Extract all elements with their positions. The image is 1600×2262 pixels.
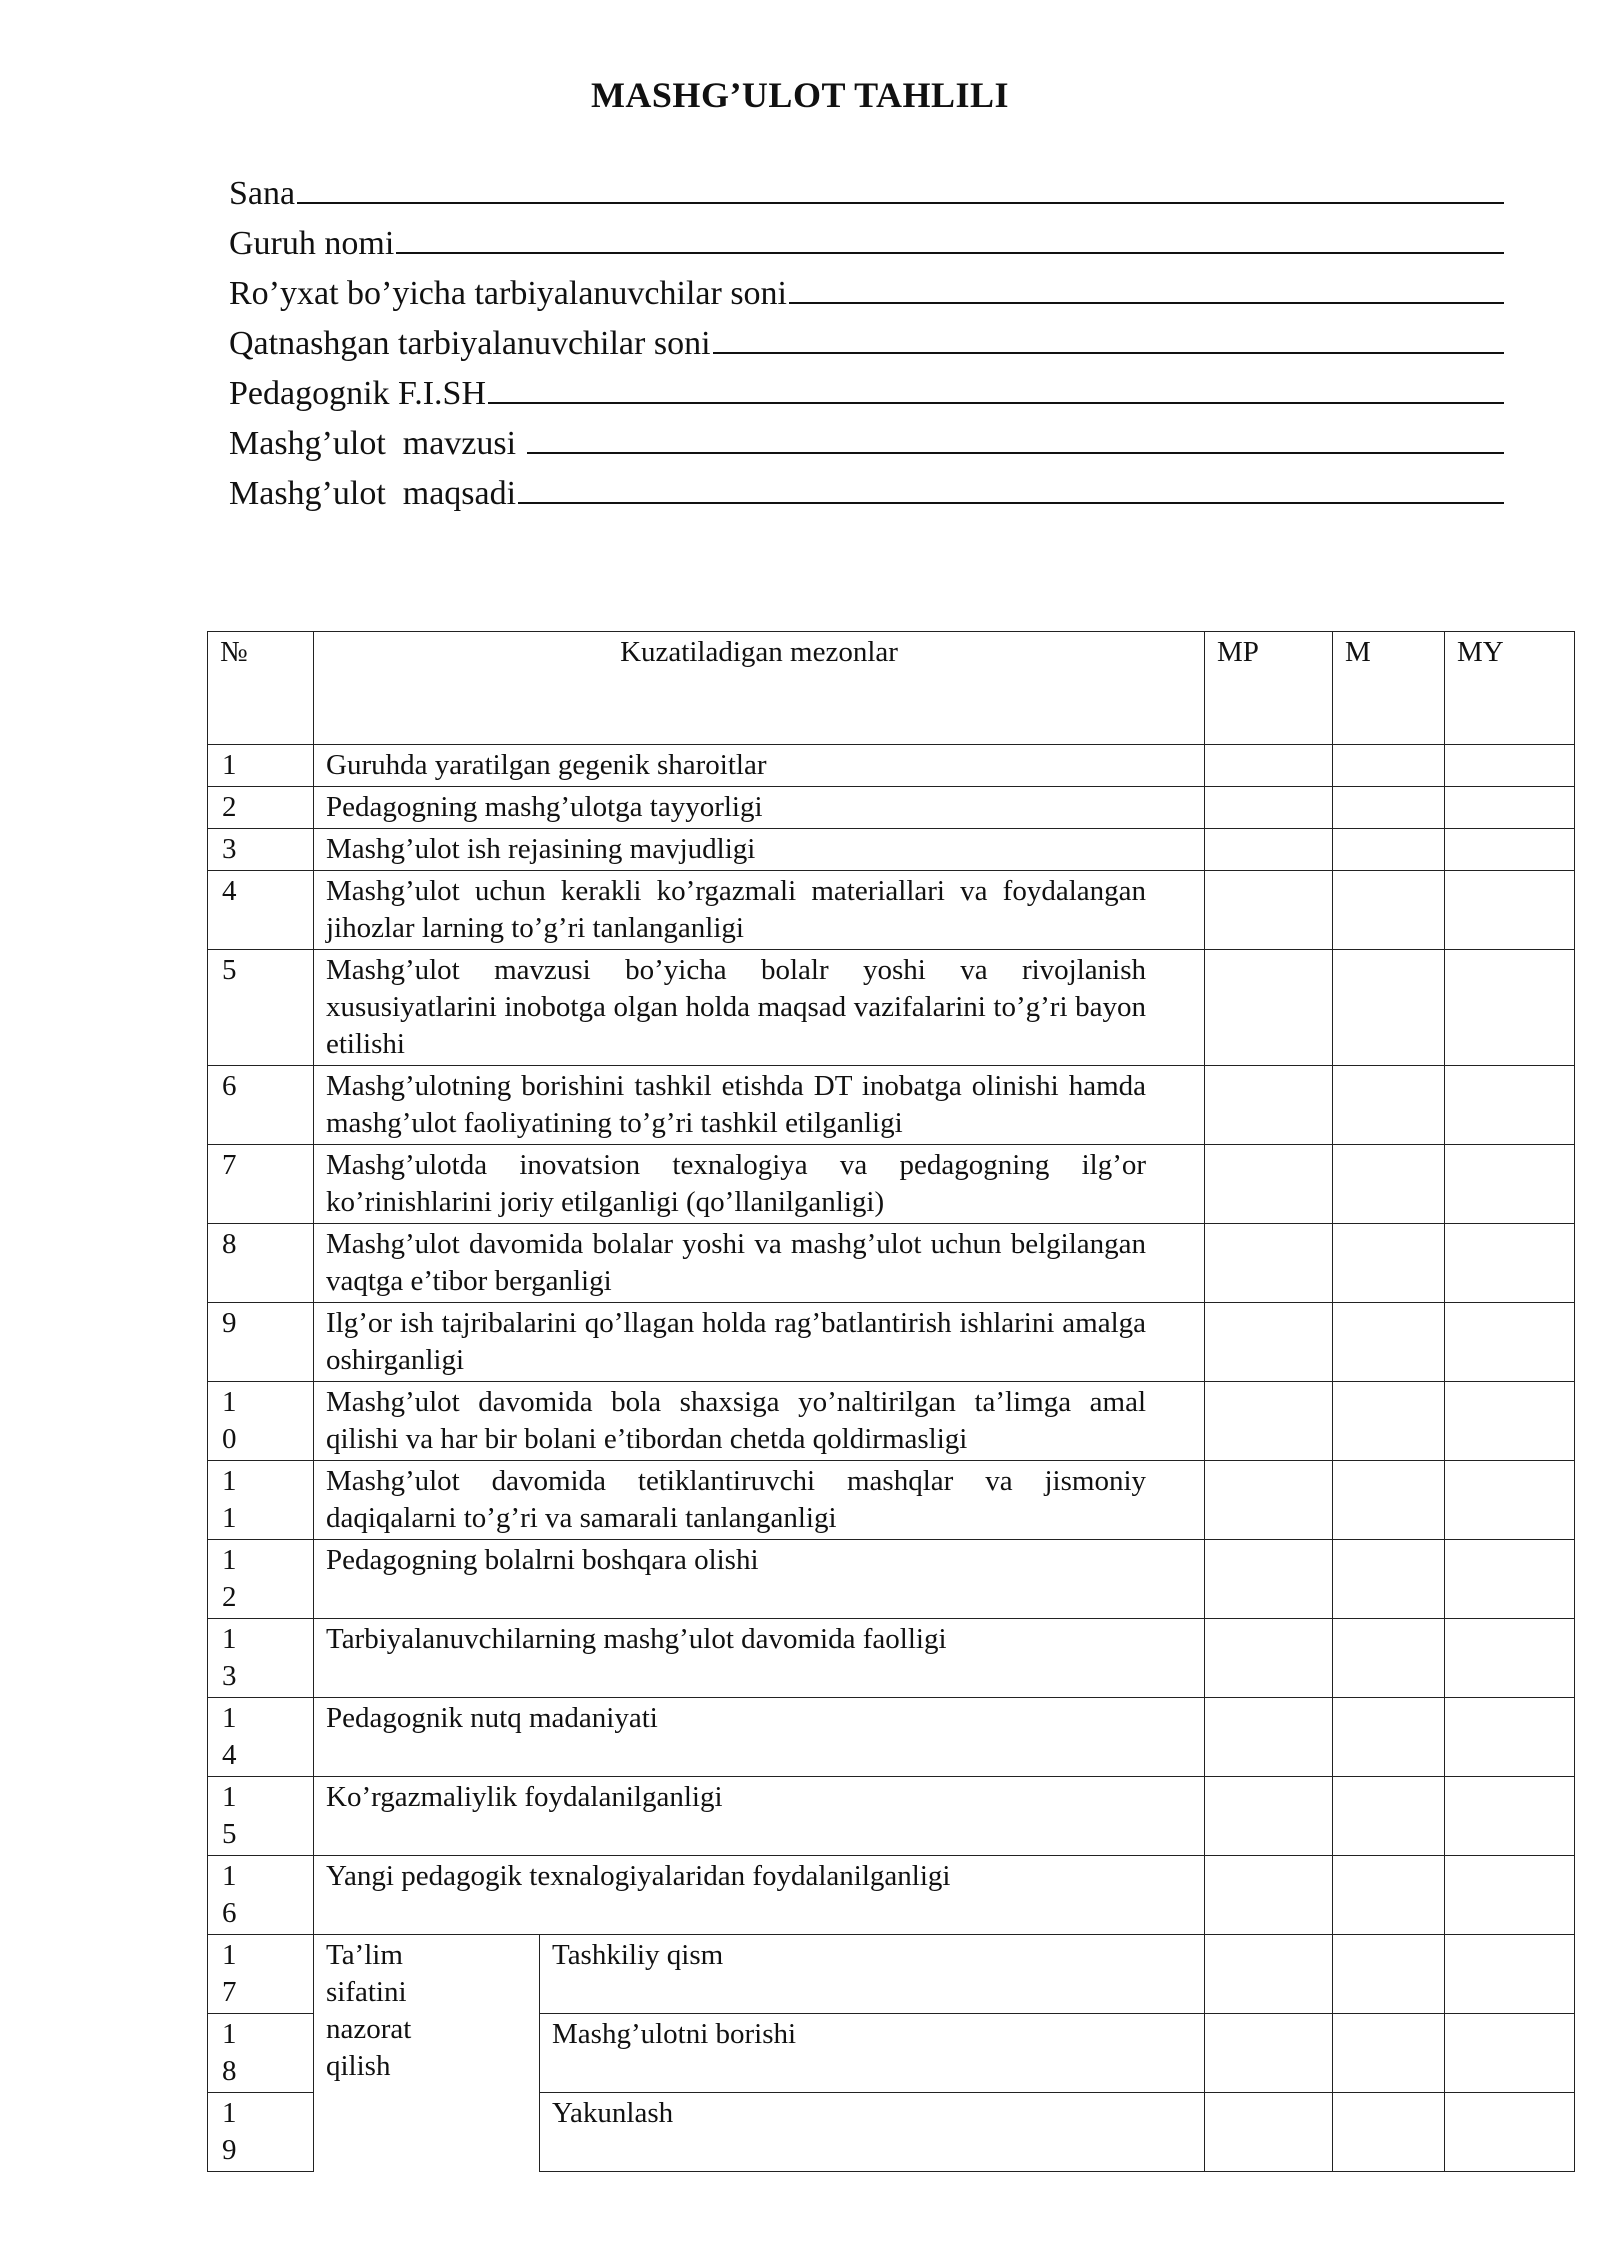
row-number: 6 xyxy=(208,1066,314,1145)
score-cell-mp[interactable] xyxy=(1205,1066,1333,1145)
score-cell-mp[interactable] xyxy=(1205,2014,1333,2093)
table-row xyxy=(208,1856,1575,1935)
table-row xyxy=(208,1935,1575,2014)
score-cell-mp[interactable] xyxy=(1205,871,1333,950)
fill-line[interactable] xyxy=(396,252,1504,254)
criteria-table xyxy=(207,631,1575,2172)
score-cell-m[interactable] xyxy=(1333,787,1445,829)
fill-line[interactable] xyxy=(713,352,1504,354)
header-m: M xyxy=(1333,632,1445,745)
row-number: 9 xyxy=(208,1303,314,1382)
fill-line[interactable] xyxy=(518,502,1504,504)
criterion-text: Mashg’ulot ish rejasining mavjudligi xyxy=(314,829,1205,871)
row-number: 1 2 xyxy=(208,1540,314,1619)
score-cell-m[interactable] xyxy=(1333,2093,1445,2172)
score-cell-my[interactable] xyxy=(1445,2014,1575,2093)
score-cell-m[interactable] xyxy=(1333,1540,1445,1619)
fill-line[interactable] xyxy=(488,402,1504,404)
score-cell-my[interactable] xyxy=(1445,1382,1575,1461)
table-row xyxy=(208,1303,1575,1382)
header-my: MY xyxy=(1445,632,1575,745)
criterion-text: Pedagognik nutq madaniyati xyxy=(314,1698,1205,1777)
row-number: 7 xyxy=(208,1145,314,1224)
score-cell-m[interactable] xyxy=(1333,1303,1445,1382)
criterion-text: Mashg’ulot mavzusi bo’yicha bolalr yoshi va rivojlanish xususiyatlarini inobotga olgan holda maqsad vazifalarini to’g’ri bayon etilishi xyxy=(314,950,1205,1066)
table-row xyxy=(208,871,1575,950)
row-number: 5 xyxy=(208,950,314,1066)
row-number: 4 xyxy=(208,871,314,950)
criterion-text: Mashg’ulotning borishini tashkil etishda DT inobatga olinishi hamda mashg’ulot faoliyatining to’g’ri tashkil etilganligi xyxy=(314,1066,1205,1145)
row-number: 1 5 xyxy=(208,1777,314,1856)
score-cell-mp[interactable] xyxy=(1205,1856,1333,1935)
row-number: 2 xyxy=(208,787,314,829)
score-cell-mp[interactable] xyxy=(1205,1145,1333,1224)
score-cell-my[interactable] xyxy=(1445,1145,1575,1224)
field-label: Ro’yxat bo’yicha tarbiyalanuvchilar soni xyxy=(229,275,787,312)
score-cell-my[interactable] xyxy=(1445,1777,1575,1856)
score-cell-m[interactable] xyxy=(1333,1461,1445,1540)
header-fields xyxy=(229,163,1504,513)
score-cell-my[interactable] xyxy=(1445,745,1575,787)
score-cell-mp[interactable] xyxy=(1205,1777,1333,1856)
table-row xyxy=(208,950,1575,1066)
field-label: Mashg’ulot mavzusi xyxy=(229,425,525,462)
group-label: Ta’lim sifatini nazorat qilish xyxy=(314,1935,540,2172)
row-number: 1 0 xyxy=(208,1382,314,1461)
score-cell-m[interactable] xyxy=(1333,1145,1445,1224)
score-cell-mp[interactable] xyxy=(1205,2093,1333,2172)
fill-line[interactable] xyxy=(789,302,1504,304)
field-sana xyxy=(229,163,1504,213)
score-cell-mp[interactable] xyxy=(1205,787,1333,829)
criterion-text: Tarbiyalanuvchilarning mashg’ulot davomida faolligi xyxy=(314,1619,1205,1698)
field-label: Mashg’ulot maqsadi xyxy=(229,475,517,512)
header-criteria: Kuzatiladigan mezonlar xyxy=(314,632,1205,745)
score-cell-my[interactable] xyxy=(1445,1619,1575,1698)
criterion-text: Mashg’ulot davomida tetiklantiruvchi mashqlar va jismoniy daqiqalarni to’g’ri va samarali tanlanganligi xyxy=(314,1461,1205,1540)
table-body xyxy=(208,745,1575,2172)
table-row xyxy=(208,1461,1575,1540)
score-cell-my[interactable] xyxy=(1445,829,1575,871)
field-label: Sana xyxy=(229,175,296,212)
criterion-text: Ko’rgazmaliylik foydalanilganligi xyxy=(314,1777,1205,1856)
field-guruh-nomi xyxy=(229,213,1504,263)
row-number: 1 3 xyxy=(208,1619,314,1698)
score-cell-mp[interactable] xyxy=(1205,1382,1333,1461)
row-number: 3 xyxy=(208,829,314,871)
row-number: 1 7 xyxy=(208,1935,314,2014)
table-header-row xyxy=(208,632,1575,745)
score-cell-my[interactable] xyxy=(1445,1935,1575,2014)
criterion-text: Yangi pedagogik texnalogiyalaridan foydalanilganligi xyxy=(314,1856,1205,1935)
score-cell-m[interactable] xyxy=(1333,1935,1445,2014)
score-cell-mp[interactable] xyxy=(1205,1224,1333,1303)
score-cell-m[interactable] xyxy=(1333,745,1445,787)
score-cell-mp[interactable] xyxy=(1205,1303,1333,1382)
field-qatnashgan-soni xyxy=(229,313,1504,363)
table-row xyxy=(208,787,1575,829)
row-number: 1 4 xyxy=(208,1698,314,1777)
criterion-text: Mashg’ulotni borishi xyxy=(540,2014,1205,2093)
score-cell-my[interactable] xyxy=(1445,1066,1575,1145)
score-cell-mp[interactable] xyxy=(1205,745,1333,787)
criterion-text: Ilg’or ish tajribalarini qo’llagan holda rag’batlantirish ishlarini amalga oshirganligi xyxy=(314,1303,1205,1382)
score-cell-mp[interactable] xyxy=(1205,1935,1333,2014)
table-row xyxy=(208,829,1575,871)
criterion-text: Mashg’ulot davomida bola shaxsiga yo’naltirilgan ta’limga amal qilishi va har bir bolani e’tibordan chetda qoldirmasligi xyxy=(314,1382,1205,1461)
score-cell-m[interactable] xyxy=(1333,871,1445,950)
score-cell-my[interactable] xyxy=(1445,871,1575,950)
row-number: 1 6 xyxy=(208,1856,314,1935)
criterion-text: Pedagogning mashg’ulotga tayyorligi xyxy=(314,787,1205,829)
criterion-text: Mashg’ulot uchun kerakli ko’rgazmali materiallari va foydalangan jihozlar larning to’g’ri tanlanganligi xyxy=(314,871,1205,950)
score-cell-m[interactable] xyxy=(1333,1856,1445,1935)
score-cell-my[interactable] xyxy=(1445,1461,1575,1540)
field-label: Guruh nomi xyxy=(229,225,395,262)
table-row xyxy=(208,1145,1575,1224)
score-cell-mp[interactable] xyxy=(1205,1698,1333,1777)
score-cell-my[interactable] xyxy=(1445,1540,1575,1619)
score-cell-mp[interactable] xyxy=(1205,1461,1333,1540)
row-number: 1 8 xyxy=(208,2014,314,2093)
score-cell-my[interactable] xyxy=(1445,787,1575,829)
header-mp: MP xyxy=(1205,632,1333,745)
score-cell-m[interactable] xyxy=(1333,2014,1445,2093)
score-cell-mp[interactable] xyxy=(1205,950,1333,1066)
table-row xyxy=(208,1619,1575,1698)
table-row xyxy=(208,1698,1575,1777)
criterion-text: Mashg’ulot davomida bolalar yoshi va mashg’ulot uchun belgilangan vaqtga e’tibor berganligi xyxy=(314,1224,1205,1303)
score-cell-m[interactable] xyxy=(1333,950,1445,1066)
row-number: 1 1 xyxy=(208,1461,314,1540)
criterion-text: Tashkiliy qism xyxy=(540,1935,1205,2014)
criterion-text: Mashg’ulotda inovatsion texnalogiya va pedagogning ilg’or ko’rinishlarini joriy etilganligi (qo’llanilganligi) xyxy=(314,1145,1205,1224)
criterion-text: Guruhda yaratilgan gegenik sharoitlar xyxy=(314,745,1205,787)
score-cell-m[interactable] xyxy=(1333,1619,1445,1698)
table-row xyxy=(208,1777,1575,1856)
score-cell-m[interactable] xyxy=(1333,829,1445,871)
field-label: Pedagognik F.I.SH xyxy=(229,375,487,412)
score-cell-mp[interactable] xyxy=(1205,1619,1333,1698)
field-maqsad xyxy=(229,463,1504,513)
table-row xyxy=(208,1066,1575,1145)
row-number: 1 xyxy=(208,745,314,787)
score-cell-m[interactable] xyxy=(1333,1698,1445,1777)
score-cell-m[interactable] xyxy=(1333,1066,1445,1145)
score-cell-mp[interactable] xyxy=(1205,1540,1333,1619)
score-cell-my[interactable] xyxy=(1445,1698,1575,1777)
page-title: MASHG’ULOT TAHLILI xyxy=(590,75,1010,115)
score-cell-my[interactable] xyxy=(1445,950,1575,1066)
field-royxat-soni xyxy=(229,263,1504,313)
table-row xyxy=(208,1224,1575,1303)
score-cell-m[interactable] xyxy=(1333,1382,1445,1461)
criterion-text: Pedagogning bolalrni boshqara olishi xyxy=(314,1540,1205,1619)
field-label: Qatnashgan tarbiyalanuvchilar soni xyxy=(229,325,711,362)
table-row xyxy=(208,745,1575,787)
header-number: № xyxy=(208,632,314,745)
fill-line[interactable] xyxy=(527,452,1504,454)
row-number: 8 xyxy=(208,1224,314,1303)
table-row xyxy=(208,1540,1575,1619)
score-cell-m[interactable] xyxy=(1333,1224,1445,1303)
fill-line[interactable] xyxy=(297,202,1504,204)
score-cell-my[interactable] xyxy=(1445,1224,1575,1303)
field-pedagog-fish xyxy=(229,363,1504,413)
score-cell-my[interactable] xyxy=(1445,1856,1575,1935)
score-cell-mp[interactable] xyxy=(1205,829,1333,871)
field-mavzu xyxy=(229,413,1504,463)
score-cell-my[interactable] xyxy=(1445,1303,1575,1382)
table-row xyxy=(208,1382,1575,1461)
score-cell-m[interactable] xyxy=(1333,1777,1445,1856)
criterion-text: Yakunlash xyxy=(540,2093,1205,2172)
row-number: 1 9 xyxy=(208,2093,314,2172)
score-cell-my[interactable] xyxy=(1445,2093,1575,2172)
